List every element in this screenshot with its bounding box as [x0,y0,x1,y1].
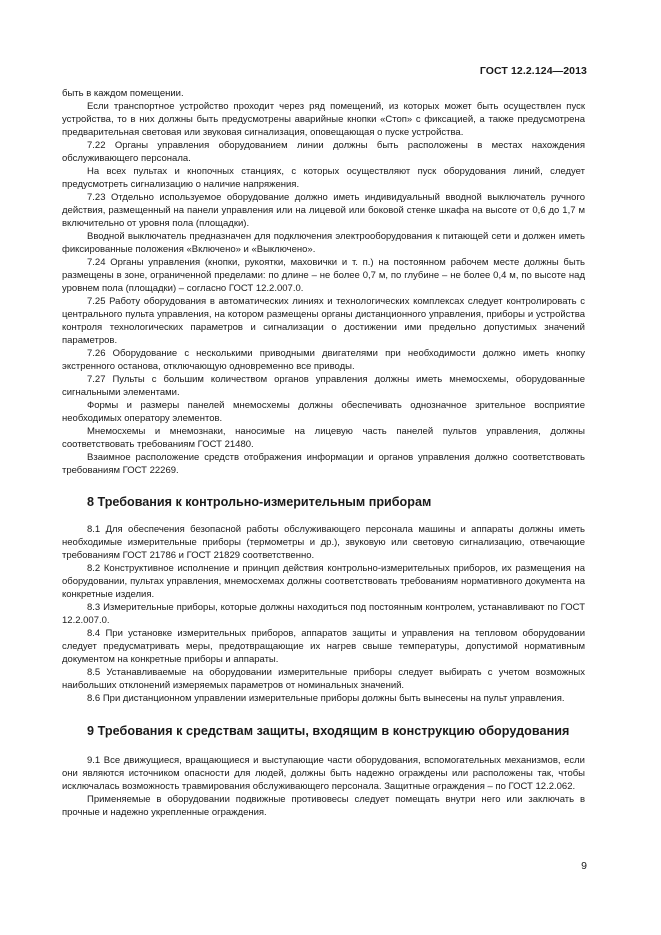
paragraph: 7.27 Пульты с большим количеством органов управления должны иметь мнемосхемы, оборудованные сигнальными элементами. [62,374,585,398]
paragraph: 8.4 При установке измерительных приборов, аппаратов защиты и управления на тепловом оборудовании следует предусматривать меры, предотвращающие их нагрев свыше температуры, допустимой нормативным документом на конкретные приборы и аппараты. [62,628,585,665]
page-body [62,87,585,819]
paragraph: Мнемосхемы и мнемознаки, наносимые на лицевую часть панелей пультов управления, должны соответствовать требованиям ГОСТ 21480. [62,426,585,450]
paragraph: Если транспортное устройство проходит через ряд помещений, из которых может быть осуществлен пуск устройства, то в них должны быть предусмотрены аварийные кнопки «Стоп» с фиксацией, а также предусмотрена предварительная световая или звуковая сигнализация, оповещающая о пуске устройства. [62,101,585,138]
section-8-heading: 8 Требования к контрольно-измерительным приборам [87,495,432,509]
paragraph: Формы и размеры панелей мнемосхемы должны обеспечивать однозначное зрительное восприятие необходимых оператору элементов. [62,400,585,424]
page-number: 9 [581,860,587,872]
paragraph: 7.25 Работу оборудования в автоматических линиях и технологических комплексах следует контролировать с центрального пульта управления, на котором размещены органы дистанционного управления, приборы и устройства контроля технологических параметров и сигнализации о достижении ими предельно допустимых значений параметров. [62,296,585,346]
paragraph: Применяемые в оборудовании подвижные противовесы следует помещать внутри него или заключать в прочные и надежно укрепленные ограждения. [62,794,585,818]
paragraph: 8.2 Конструктивное исполнение и принцип действия контрольно-измерительных приборов, их размещения на оборудовании, пультах управления, мнемосхемах должны соответствовать требованиям нормативного документа на конкретные изделия. [62,563,585,600]
section-9-heading: 9 Требования к средствам защиты, входящим в конструкцию оборудования [87,724,570,738]
paragraph: 8.6 При дистанционном управлении измерительные приборы должны быть вынесены на пульт управления. [87,693,565,704]
paragraph: 7.22 Органы управления оборудованием линии должны быть расположены в местах нахождения обслуживающего персонала. [62,140,585,164]
paragraph: быть в каждом помещении. [62,88,184,99]
paragraph: Взаимное расположение средств отображения информации и органов управления должно соответствовать требованиям ГОСТ 22269. [62,452,585,476]
paragraph: 8.1 Для обеспечения безопасной работы обслуживающего персонала машины и аппараты должны иметь необходимые измерительные приборы (термометры и др.), звуковую или световую сигнализацию, отвечающие требованиям ГОСТ 21786 и ГОСТ 21829 соответственно. [62,524,585,561]
paragraph: 7.26 Оборудование с несколькими приводными двигателями при необходимости должно иметь кнопку экстренного останова, отключающую одновременно все приводы. [62,348,585,372]
paragraph: 9.1 Все движущиеся, вращающиеся и выступающие части оборудования, вспомогательных механизмов, если они являются источником опасности для людей, должны быть надежно ограждены или расположены так, чтобы исключалась возможность травмирования обслуживающего персонала. Защитные ограждения – по ГОСТ 12.2.062. [62,755,585,792]
paragraph: 8.5 Устанавливаемые на оборудовании измерительные приборы следует выбирать с учетом возможных наибольших отклонений измеряемых параметров от номинальных значений. [62,667,585,691]
paragraph: 7.23 Отдельно используемое оборудование должно иметь индивидуальный вводной выключатель ручного действия, размещенный на панели управления или на лицевой или боковой стенке шкафа на высоте от 0,6 до 1,7 м включительно от уровня пола (площадки). [62,192,585,229]
paragraph: 7.24 Органы управления (кнопки, рукоятки, маховички и т. п.) на постоянном рабочем месте должны быть размещены в зоне, ограниченной пределами: по длине – не более 0,7 м, по глубине – не более 0,4 м, по высоте над уровнем пола (площадки) – согласно ГОСТ 12.2.007.0. [62,257,585,294]
paragraph: Вводной выключатель предназначен для подключения электрооборудования к питающей сети и должен иметь фиксированные положения «Включено» и «Выключено». [62,231,585,255]
document-header: ГОСТ 12.2.124—2013 [479,65,587,77]
paragraph: 8.3 Измерительные приборы, которые должны находиться под постоянным контролем, устанавливают по ГОСТ 12.2.007.0. [62,602,585,626]
paragraph: На всех пультах и кнопочных станциях, с которых осуществляют пуск оборудования линий, следует предусмотреть сигнализацию о наличие напряжения. [62,166,585,190]
